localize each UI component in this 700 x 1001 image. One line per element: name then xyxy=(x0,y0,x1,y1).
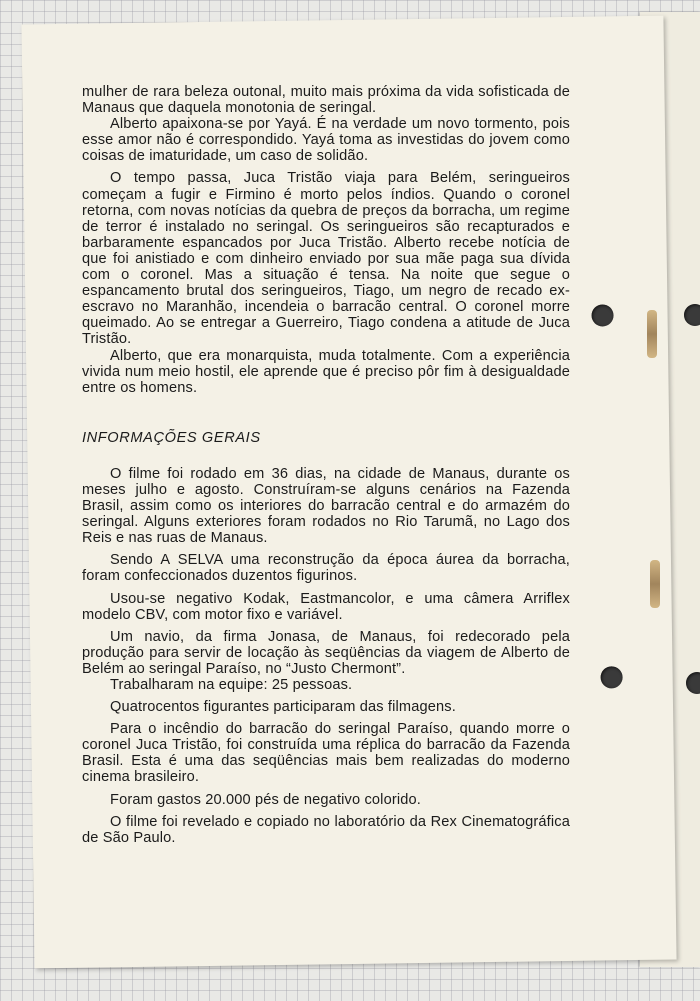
paragraph: Alberto, que era monarquista, muda totalmente. Com a experiência vivida num meio hostil, ele aprende que é preciso pôr fim à desigualdade entre os homens. xyxy=(82,347,570,396)
paragraph: Alberto apaixona-se por Yayá. É na verdade um novo tormento, pois esse amor não é correspondido. Yayá toma as investidas do jovem como coisas de imaturidade, um caso de solidão. xyxy=(82,116,570,165)
paragraph: Quatrocentos figurantes participaram das filmagens. xyxy=(110,699,456,716)
paragraph: Sendo A SELVA uma reconstrução da época áurea da borracha, foram confeccionados duzentos figurinos. xyxy=(82,552,570,585)
binder-hole-top xyxy=(591,304,613,326)
section-heading: INFORMAÇÕES GERAIS xyxy=(82,429,261,446)
document-body xyxy=(82,84,570,846)
paragraph: O filme foi revelado e copiado no laboratório da Rex Cinematográfica de São Paulo. xyxy=(82,813,570,846)
paragraph: Trabalharam na equipe: 25 pessoas. xyxy=(110,677,353,693)
paragraph: O filme foi rodado em 36 dias, na cidade de Manaus, durante os meses julho e agosto. Construíram-se alguns cenários na Fazenda Brasil, assim como os interiores do barracão central e do armazém do seringal. Alguns exteriores foram rodados no Rio Tarumã, no Lago dos Reis e nas ruas de Manaus. xyxy=(82,465,570,547)
paragraph: Para o incêndio do barracão do seringal Paraíso, quando morre o coronel Juca Tristão, foi construída uma réplica do barracão da Fazenda Brasil. Esta é uma das seqüências mais bem realizadas do moderno cinema brasileiro. xyxy=(82,721,570,786)
paragraph: O tempo passa, Juca Tristão viaja para Belém, seringueiros começam a fugir e Firmino é morto pelos índios. Quando o coronel retorna, com novas notícias da quebra de preços da borracha, um regime de terror é instalado no seringal. Os seringueiros são recapturados e barbaramente espancados por Juca Tristão. Alberto recebe notícia de que foi anistiado e com dinheiro enviado por sua mãe paga sua dívida com o coronel. Mas a situação é tensa. Na noite que segue o espancamento brutal dos seringueiros, Tiago, um negro de recado ex-escravo no Maranhão, incendeia o barracão central. O coronel morre queimado. Ao se entregar a Guerreiro, Tiago condena a atitude de Juca Tristão. xyxy=(82,170,570,348)
paragraph: Foram gastos 20.000 pés de negativo colorido. xyxy=(110,791,421,808)
binder-hole-right-bottom xyxy=(686,672,700,694)
paragraph: mulher de rara beleza outonal, muito mais próxima da vida sofisticada de Manaus que daquela monotonia de seringal. xyxy=(82,84,570,117)
binder-hole-bottom xyxy=(600,666,622,688)
paragraph: Um navio, da firma Jonasa, de Manaus, foi redecorado pela produção para servir de locação às seqüências da viagem de Alberto de Belém ao seringal Paraíso, no “Justo Chermont”. xyxy=(82,628,570,677)
paragraph: Usou-se negativo Kodak, Eastmancolor, e uma câmera Arriflex modelo CBV, com motor fixo e variável. xyxy=(82,590,570,623)
paper-tear-top xyxy=(647,310,657,358)
paper-tear-bottom xyxy=(650,560,660,608)
binder-hole-right-top xyxy=(684,304,700,326)
